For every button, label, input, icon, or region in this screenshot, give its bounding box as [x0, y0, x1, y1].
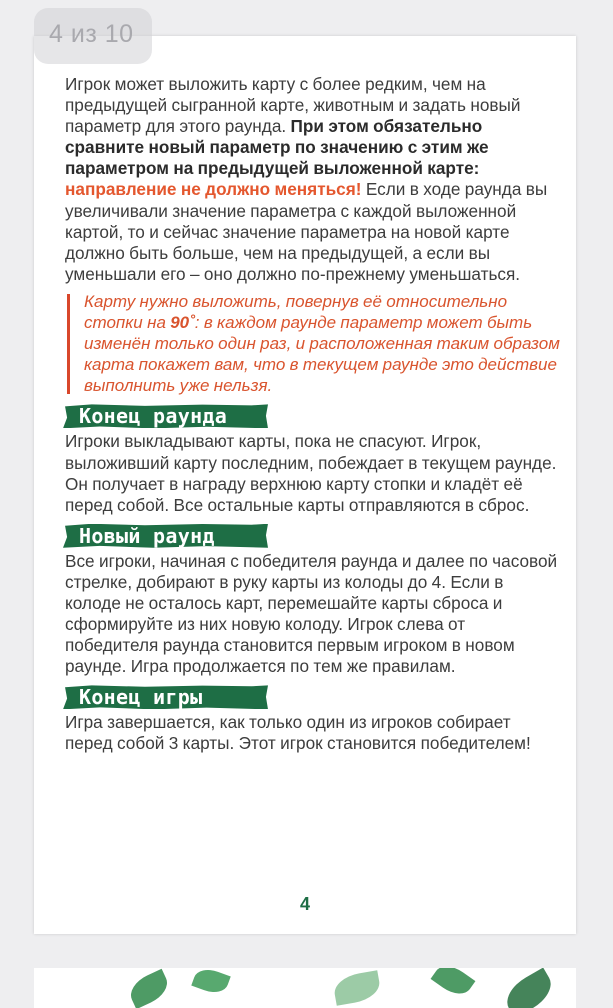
section-text-round-end: Игроки выкладывают карты, пока не спасуют. Игрок, выложивший карту последним, побеждает в текущем раунде. Он получает в награду верхнюю карту стопки и кладёт её перед собой. Все остальные карты отправляются в сброс. [65, 431, 557, 515]
intro-paragraph [65, 74, 560, 285]
note-text-2: : в каждом раунде параметр может быть изменён только один раз, и расположенная таким образом карта покажет вам, что в текущем раунде это действие выполнить уже нельзя. [84, 313, 560, 396]
next-page-preview[interactable] [34, 968, 576, 1008]
section-heading-game-end [63, 685, 560, 709]
section-heading-round-end [63, 404, 560, 428]
leaf-decoration [191, 968, 230, 997]
note-paragraph [84, 291, 560, 396]
page-counter-text: 4 из 10 [49, 20, 134, 48]
intro-text-1: Игрок может выложить карту с более редким, чем на предыдущей сыгранной карте, животным и задать новый параметр для этого раунда. [65, 74, 521, 137]
section-heading-new-round [63, 524, 560, 548]
heading-text: Новый раунд [79, 523, 215, 548]
intro-accent-text: направление не должно меняться! [65, 179, 362, 200]
note-degrees: 90˚ [170, 313, 195, 333]
intro-bold-text: При этом обязательно сравните новый параметр по значению с этим же параметром на предыдущей выложенной карте: [65, 116, 489, 179]
rule-note [67, 291, 560, 396]
leaf-decoration [500, 968, 558, 1008]
note-bar [67, 294, 70, 394]
section-text-game-end: Игра завершается, как только один из игроков собирает перед собой 3 карты. Этот игрок становится победителем! [65, 712, 531, 754]
document-page [34, 36, 576, 934]
heading-text: Конец раунда [79, 404, 228, 429]
note-text-1: Карту нужно выложить, повернув её относительно стопки на [84, 291, 508, 333]
leaf-decoration [431, 968, 476, 1001]
page-number: 4 [299, 894, 310, 914]
leaf-decoration [332, 970, 382, 1006]
leaf-decoration [125, 969, 172, 1008]
heading-text: Конец игры [79, 685, 203, 710]
page-content [65, 74, 560, 755]
intro-text-2: Если в ходе раунда вы увеличивали значение параметра с каждой выложенной картой, то и сейчас значение параметра на новой карте должно быть больше, чем на предыдущей, а если вы уменьшали его – оно должно по-прежнему уменьшаться. [65, 179, 548, 284]
section-text-new-round: Все игроки, начиная с победителя раунда и далее по часовой стрелке, добирают в руку карты из колоды до 4. Если в колоде не осталось карт, перемешайте карты сброса и сформируйте из них новую колоду. Игрок слева от победителя раунда становится первым игроком в новом раунде. Игра продолжается по тем же правилам. [65, 550, 558, 677]
page-counter-badge [34, 8, 152, 64]
